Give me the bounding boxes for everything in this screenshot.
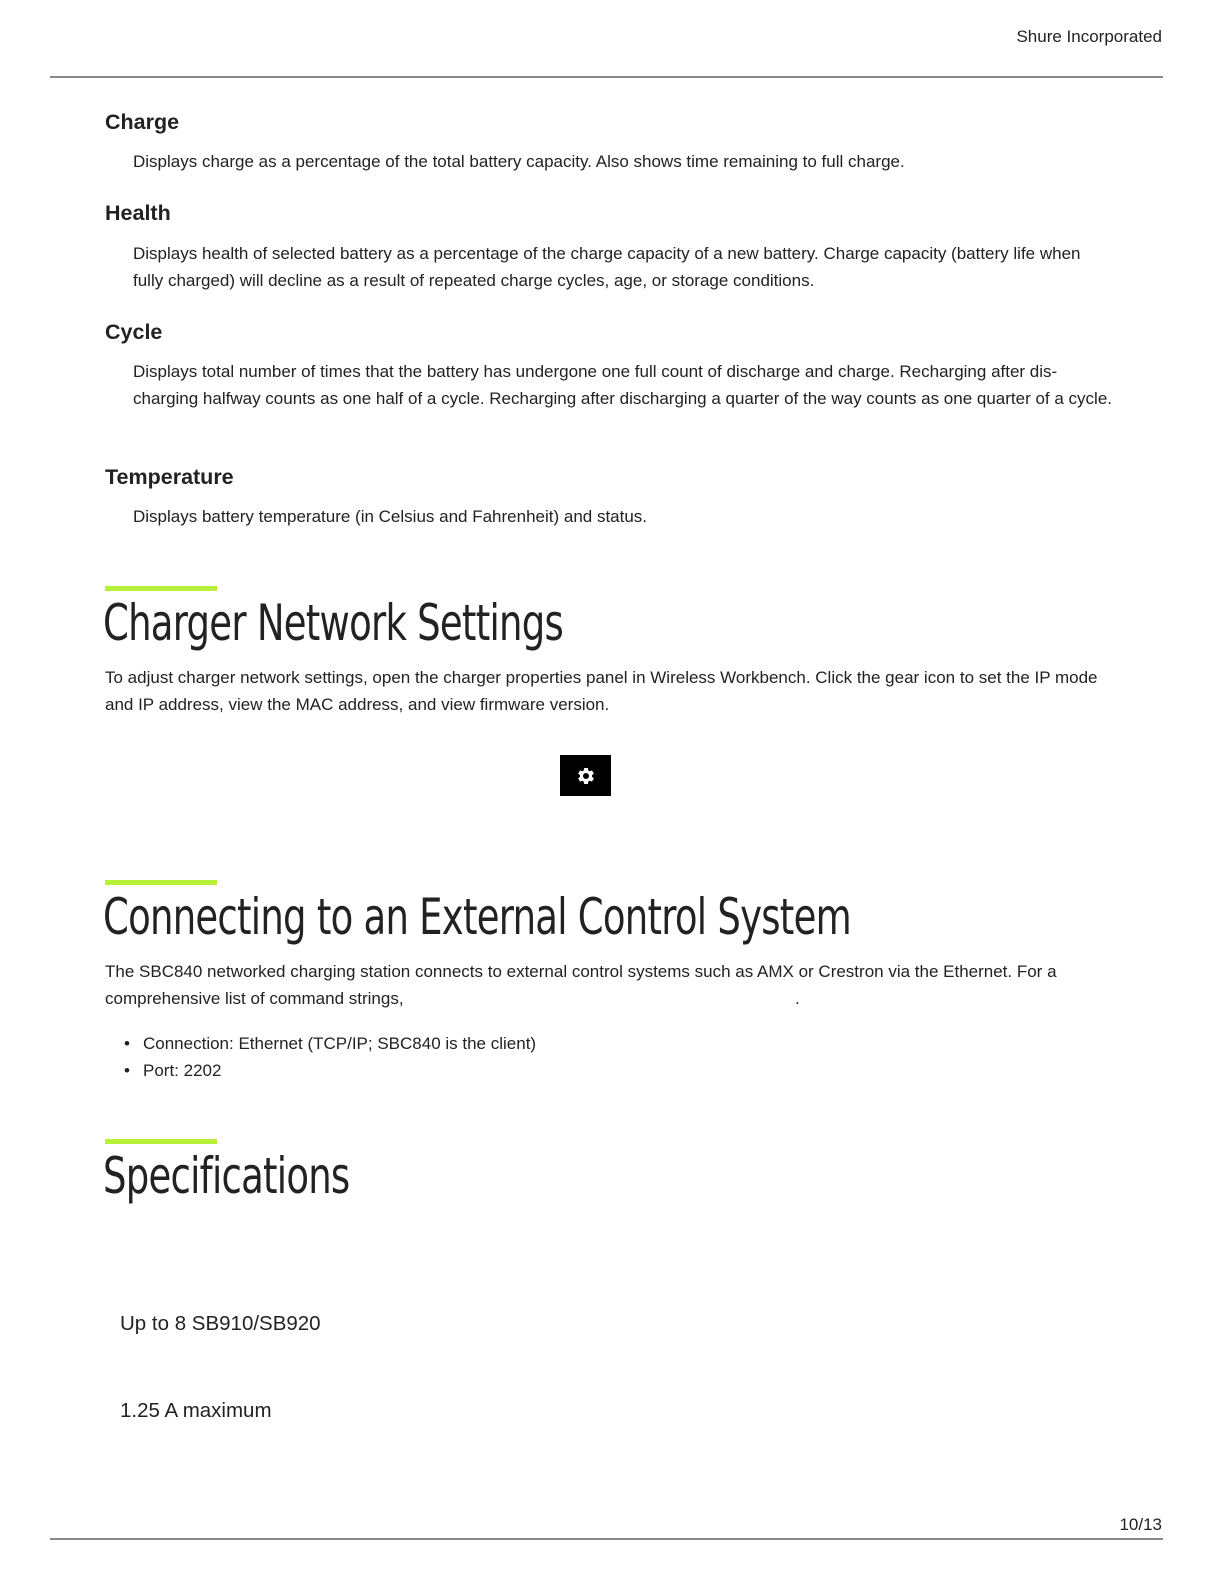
network-settings-heading: Charger Network Settings [103, 594, 563, 652]
connection-list [118, 1030, 536, 1084]
gear-button[interactable] [560, 755, 611, 796]
charge-description: Displays charge as a percentage of the total battery capacity. Also shows time remaining to full charge. [133, 152, 905, 171]
section-accent-bar [105, 1139, 217, 1144]
footer-rule [50, 1538, 1163, 1540]
cycle-heading: Cycle [105, 320, 163, 344]
specifications-heading: Specifications [103, 1147, 350, 1205]
list-item-text: Connection: Ethernet (TCP/IP; SBC840 is the client) [143, 1034, 537, 1053]
list-item-text: Port: 2202 [143, 1061, 222, 1080]
charge-heading: Charge [105, 110, 180, 134]
external-control-line1: The SBC840 networked charging station connects to external control systems such as AMX or Crestron via the Ethernet. For a [105, 962, 1057, 981]
health-heading: Health [105, 201, 171, 225]
list-item: • Port: 2202 [124, 1061, 222, 1080]
gear-icon [576, 766, 596, 786]
external-control-line2: comprehensive list of command strings, [105, 989, 404, 1008]
spec-current-max: 1.25 A maximum [120, 1399, 272, 1422]
page-number: 10/13 [1119, 1515, 1162, 1534]
external-control-period: . [795, 989, 800, 1008]
list-item: • Connection: Ethernet (TCP/IP; SBC840 is the client) [124, 1034, 537, 1053]
network-settings-text: To adjust charger network settings, open the charger properties panel in Wireless Workbench. Click the gear icon to set the IP mode and IP address, view the MAC address, and view firmware version. [105, 668, 1098, 714]
cycle-description: Displays total number of times that the battery has undergone one full count of discharge and charge. Recharging after discharging halfway counts as one half of a cycle. Recharging after discharging a quarter of the way counts as one quarter of a cycle. [133, 362, 1113, 408]
spec-battery-capacity: Up to 8 SB910/SB920 [120, 1312, 321, 1335]
section-accent-bar [105, 586, 217, 591]
temperature-heading: Temperature [105, 465, 234, 489]
page-header-company: Shure Incorporated [1016, 27, 1162, 46]
temperature-description: Displays battery temperature (in Celsius and Fahrenheit) and status. [133, 507, 648, 526]
section-accent-bar [105, 880, 217, 885]
header-rule [50, 76, 1163, 78]
health-description: Displays health of selected battery as a percentage of the charge capacity of a new battery. Charge capacity (battery life when fully charged) will decline as a result of repeated charge cycles, age, or storage conditions. [133, 244, 1081, 290]
external-control-heading: Connecting to an External Control System [103, 888, 851, 946]
